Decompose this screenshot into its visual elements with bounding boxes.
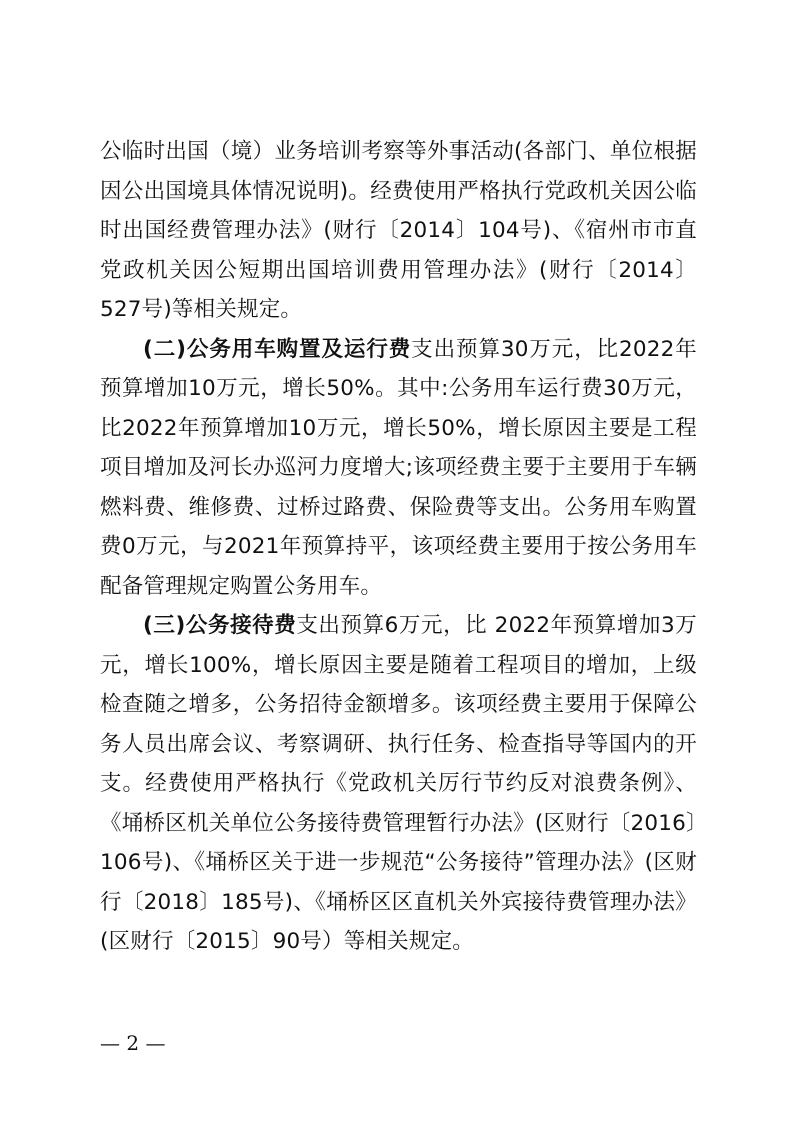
paragraph-official-reception [100, 606, 697, 962]
section-heading: (二)公务用车购置及运行费 [143, 336, 412, 362]
paragraph-text: 公临时出国（境）业务培训考察等外事活动(各部门、单位根据因公出国境具体情况说明)。经费使用严格执行党政机关因公临时出国经费管理办法》(财行〔2014〕104号)、《宿州市市直党政机关因公短期出国培训费用管理办法》(财行〔2014〕527号)等相关规定。 [100, 139, 697, 322]
paragraph-official-vehicles [100, 330, 697, 607]
page-number: — 2 — [100, 1031, 166, 1055]
paragraph-text: 支出预算6万元，比 2022年预算增加3万元，增长100%，增长原因主要是随着工程项目的增加，上级检查随之增多，公务招待金额增多。该项经费主要用于保障公务人员出席会议、考察调研、执行任务、检查指导等国内的开支。经费使用严格执行《党政机关厉行节约反对浪费条例》、《埇桥区机关单位公务接待费管理暂行办法》(区财行〔2016〕106号)、《埇桥区关于进一步规范“公务接待”管理办法》(区财行〔2018〕185号)、《埇桥区区直机关外宾接待费管理办法》(区财行〔2015〕90号）等相关规定。 [100, 613, 697, 954]
paragraph-foreign-travel [100, 132, 697, 330]
section-heading: (三)公务接待费 [143, 613, 297, 638]
paragraph-text: 支出预算30万元，比2022年预算增加10万元，增长50%。其中:公务用车运行费30万元，比2022年预算增加10万元，增长50%，增长原因主要是工程项目增加及河长办巡河力度增大;该项经费主要于主要用于车辆燃料费、维修费、过桥过路费、保险费等支出。公务用车购置费0万元，与2021年预算持平，该项经费主要用于按公务用车配备管理规定购置公务用车。 [100, 336, 697, 599]
body-text [100, 132, 697, 962]
